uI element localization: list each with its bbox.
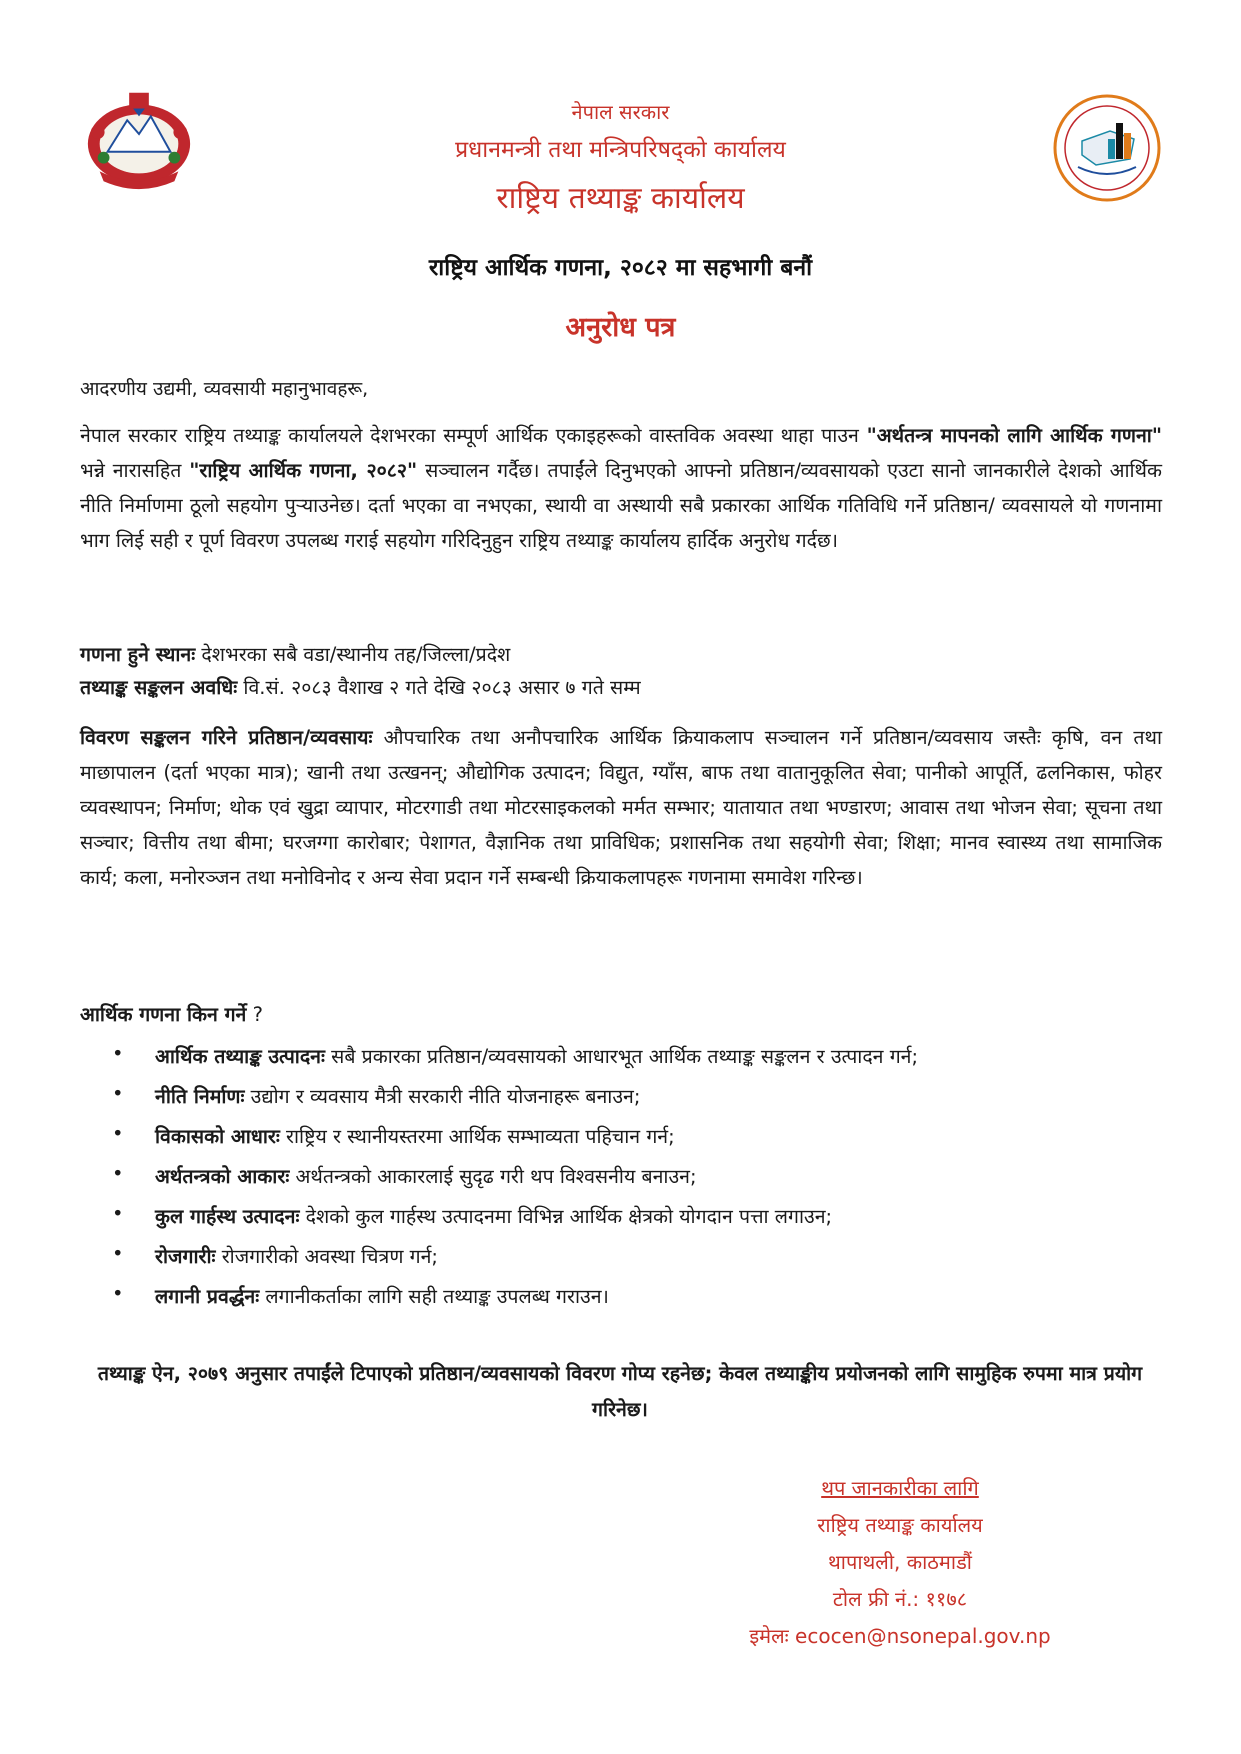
contact-block: [700, 1470, 1100, 1655]
benefit-text: उद्योग र व्यवसाय मैत्री सरकारी नीति योजनाहरू बनाउन;: [244, 1085, 641, 1108]
office-name: राष्ट्रिय तथ्याङ्क कार्यालय: [496, 181, 745, 216]
scope-label: विवरण सङ्कलन गरिने प्रतिष्ठान/व्यवसायः: [80, 726, 373, 749]
bullet: •: [112, 1282, 124, 1305]
contact-tollfree: टोल फ्री नं.: ११७८: [832, 1587, 968, 1611]
contact-title: थप जानकारीका लागि: [821, 1476, 979, 1500]
benefit-text: राष्ट्रिय र स्थानीयस्तरमा आर्थिक सम्भाव्यता पहिचान गर्न;: [279, 1125, 675, 1148]
salutation: आदरणीय उद्यमी, व्यवसायी महानुभावहरू,: [80, 378, 369, 400]
collection-period: [80, 673, 641, 700]
confidentiality-note: तथ्याङ्क ऐन, २०७९ अनुसार तपाईंले टिपाएको प्रतिष्ठान/व्यवसायको विवरण गोप्य रहनेछ; केवल तथ्याङ्कीय प्रयोजनको लागि सामुहिक रुपमा मात्र प्रयोग गरिनेछ।: [97, 1362, 1143, 1421]
why-heading: [80, 1000, 263, 1027]
list-item: [110, 1162, 1170, 1202]
location-label: गणना हुने स्थानः: [80, 643, 196, 666]
bullet: •: [112, 1162, 124, 1185]
list-item: [110, 1202, 1170, 1242]
ministry-name: प्रधानमन्त्री तथा मन्त्रिपरिषद्को कार्यालय: [455, 137, 786, 163]
scope-value: औपचारिक तथा अनौपचारिक आर्थिक क्रियाकलाप सञ्चालन गर्ने प्रतिष्ठान/व्यवसाय जस्तैः कृषि, वन तथा माछापालन (दर्ता भएका मात्र); खानी तथा उत्खनन्; औद्योगिक उत्पादन; विद्युत, ग्याँस, बाफ तथा वातानुकूलित सेवा; पानीको आपूर्ति, ढलनिकास, फोहर व्यवस्थापन; निर्माण; थोक एवं खुद्रा व्यापार, मोटरगाडी तथा मोटरसाइकलको मर्मत सम्भार; यातायात तथा भण्डारण; आवास तथा भोजन सेवा; सूचना तथा सञ्चार; वित्तीय तथा बीमा; घरजग्गा कारोबार; पेशागत, वैज्ञानिक तथा प्राविधिक; प्रशासनिक तथा सहयोगी सेवा; शिक्षा; मानव स्वास्थ्य तथा सामाजिक कार्य; कला, मनोरञ्जन तथा मनोविनोद र अन्य सेवा प्रदान गर्ने सम्बन्धी क्रियाकलापहरू गणनामा समावेश गरिन्छ।: [80, 726, 1162, 889]
bullet: •: [112, 1202, 124, 1225]
census-name: "राष्ट्रिय आर्थिक गणना, २०८२": [189, 459, 418, 482]
bullet: •: [112, 1242, 124, 1265]
benefit-label: विकासको आधारः: [155, 1125, 280, 1148]
benefit-label: रोजगारीः: [155, 1245, 216, 1268]
benefits-list: [110, 1042, 1170, 1322]
contact-email: इमेलः ecocen@nsonepal.gov.np: [749, 1624, 1051, 1648]
intro-text-1: नेपाल सरकार राष्ट्रिय तथ्याङ्क कार्यालयले देशभरका सम्पूर्ण आर्थिक एकाइहरूको वास्तविक अवस्था थाहा पाउन: [80, 424, 867, 447]
government-name: नेपाल सरकार: [571, 100, 670, 124]
bullet: •: [112, 1122, 124, 1145]
benefit-label: नीति निर्माणः: [155, 1085, 245, 1108]
list-item: [110, 1242, 1170, 1282]
scope-paragraph: [80, 720, 1162, 895]
benefit-label: आर्थिक तथ्याङ्क उत्पादनः: [155, 1045, 325, 1068]
location-value: देशभरका सबै वडा/स्थानीय तह/जिल्ला/प्रदेश: [195, 643, 511, 666]
list-item: [110, 1042, 1170, 1082]
why-heading-text: आर्थिक गणना किन गर्ने: [80, 1003, 247, 1026]
contact-office: राष्ट्रिय तथ्याङ्क कार्यालय: [817, 1513, 983, 1537]
why-heading-qmark: ?: [246, 1003, 263, 1026]
intro-text-2: भन्ने नारासहित: [80, 459, 190, 482]
benefit-label: लगानी प्रवर्द्धनः: [155, 1285, 260, 1308]
census-location: [80, 640, 510, 667]
benefit-text: देशको कुल गार्हस्थ उत्पादनमा विभिन्न आर्थिक क्षेत्रको योगदान पत्ता लगाउन;: [299, 1205, 833, 1228]
list-item: [110, 1282, 1170, 1322]
intro-text-3: सञ्चालन गर्दैछ। तपाईंले दिनुभएको आफ्नो प्रतिष्ठान/व्यवसायको एउटा सानो जानकारीले देशको आर्थिक नीति निर्माणमा ठूलो सहयोग पुऱ्याउनेछ। दर्ता भएका वा नभएका, स्थायी वा अस्थायी सबै प्रकारका आर्थिक गतिविधि गर्ने प्रतिष्ठान/ व्यवसायले यो गणनामा भाग लिई सही र पूर्ण विवरण उपलब्ध गराई सहयोग गरिदिनुहुन राष्ट्रिय तथ्याङ्क कार्यालय हार्दिक अनुरोध गर्दछ।: [80, 459, 1162, 552]
benefit-label: कुल गार्हस्थ उत्पादनः: [155, 1205, 300, 1228]
bullet: •: [112, 1082, 124, 1105]
benefit-text: सबै प्रकारका प्रतिष्ठान/व्यवसायको आधारभूत आर्थिक तथ्याङ्क सङ्कलन र उत्पादन गर्न;: [324, 1045, 919, 1068]
letter-subject: अनुरोध पत्र: [565, 312, 676, 343]
contact-address: थापाथली, काठमाडौं: [828, 1550, 972, 1574]
period-value: वि.सं. २०८३ वैशाख २ गते देखि २०८३ असार ७ गते सम्म: [237, 676, 641, 699]
benefit-text: अर्थतन्त्रको आकारलाई सुदृढ गरी थप विश्वसनीय बनाउन;: [289, 1165, 697, 1188]
benefit-text: रोजगारीको अवस्था चित्रण गर्न;: [215, 1245, 438, 1268]
benefit-text: लगानीकर्ताका लागि सही तथ्याङ्क उपलब्ध गराउन।: [259, 1285, 609, 1308]
bullet: •: [112, 1042, 124, 1065]
period-label: तथ्याङ्क सङ्कलन अवधिः: [80, 676, 238, 699]
list-item: [110, 1082, 1170, 1122]
intro-paragraph: [80, 418, 1162, 558]
list-item: [110, 1122, 1170, 1162]
benefit-label: अर्थतन्त्रको आकारः: [155, 1165, 290, 1188]
page-headline: राष्ट्रिय आर्थिक गणना, २०८२ मा सहभागी बनौं: [428, 255, 813, 281]
slogan: "अर्थतन्त्र मापनको लागि आर्थिक गणना": [866, 424, 1162, 447]
